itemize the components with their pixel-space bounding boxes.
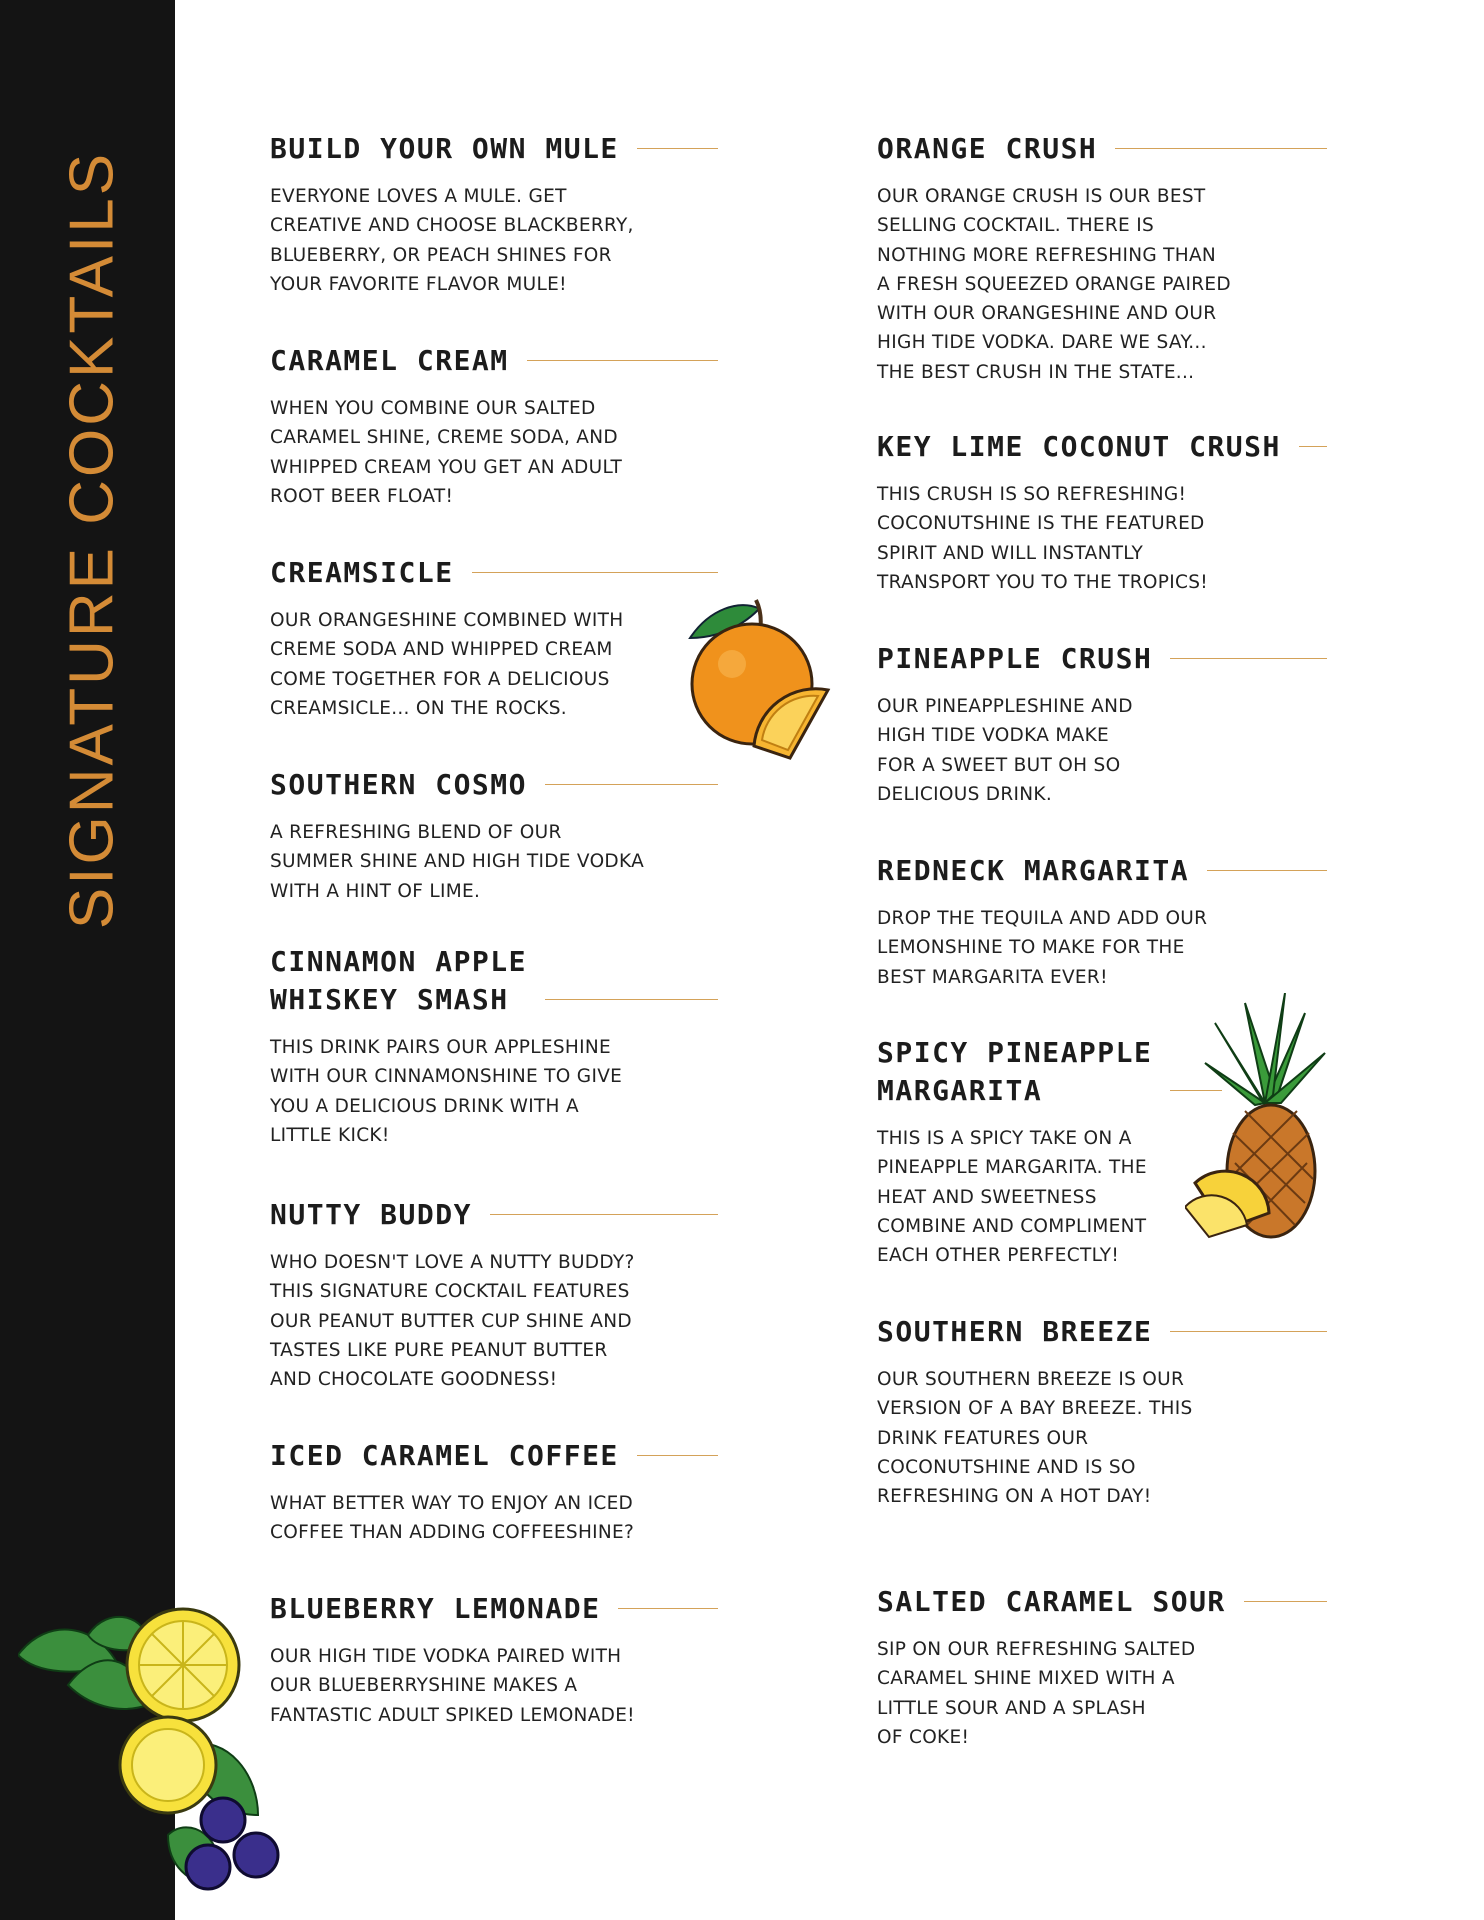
menu-item bbox=[877, 852, 1327, 992]
menu-item bbox=[270, 1590, 718, 1730]
menu-item-title: CREAMSICLE bbox=[270, 556, 454, 589]
menu-item bbox=[877, 1034, 1222, 1270]
menu-item-description: OUR ORANGE CRUSH IS OUR BEST SELLING COCKTAIL. THERE IS NOTHING MORE REFRESHING THAN A FRESH SQUEEZED ORANGE PAIRED WITH OUR ORANGESHINE AND OUR HIGH TIDE VODKA. DARE WE SAY... THE BEST CRUSH IN THE STATE... bbox=[877, 186, 1231, 383]
title-rule bbox=[1170, 1331, 1327, 1332]
menu-item bbox=[270, 1196, 718, 1394]
menu-item-description: THIS IS A SPICY TAKE ON A PINEAPPLE MARGARITA. THE HEAT AND SWEETNESS COMBINE AND COMPLIMENT EACH OTHER PERFECTLY! bbox=[877, 1128, 1147, 1267]
menu-item bbox=[877, 640, 1327, 809]
menu-item-title: REDNECK MARGARITA bbox=[877, 854, 1190, 887]
lemon-blueberry-illustration bbox=[18, 1605, 303, 1905]
title-rule bbox=[1207, 870, 1327, 871]
menu-item-description: OUR ORANGESHINE COMBINED WITH CREME SODA AND WHIPPED CREAM COME TOGETHER FOR A DELICIOUS CREAMSICLE... ON THE ROCKS. bbox=[270, 610, 624, 719]
menu-item bbox=[877, 130, 1327, 387]
pineapple-illustration bbox=[1185, 993, 1335, 1241]
title-rule bbox=[1299, 446, 1327, 447]
title-rule bbox=[527, 360, 718, 361]
menu-item-description: A REFRESHING BLEND OF OUR SUMMER SHINE AND HIGH TIDE VODKA WITH A HINT OF LIME. bbox=[270, 822, 645, 902]
title-rule bbox=[1170, 658, 1327, 659]
menu-item-title: BUILD YOUR OWN MULE bbox=[270, 132, 619, 165]
orange-illustration bbox=[670, 598, 835, 766]
title-rule bbox=[545, 784, 718, 785]
menu-item-description: WHO DOESN'T LOVE A NUTTY BUDDY? THIS SIGNATURE COCKTAIL FEATURES OUR PEANUT BUTTER CUP SHINE AND TASTES LIKE PURE PEANUT BUTTER AND CHOCOLATE GOODNESS! bbox=[270, 1252, 635, 1391]
menu-item-description: THIS CRUSH IS SO REFRESHING! COCONUTSHINE IS THE FEATURED SPIRIT AND WILL INSTANTLY TRANSPORT YOU TO THE TROPICS! bbox=[877, 484, 1208, 593]
page-title: SIGNATURE COCKTAILS bbox=[57, 150, 127, 930]
menu-item bbox=[877, 1583, 1327, 1752]
menu-item-description: WHEN YOU COMBINE OUR SALTED CARAMEL SHINE, CREME SODA, AND WHIPPED CREAM YOU GET AN ADULT ROOT BEER FLOAT! bbox=[270, 398, 623, 507]
menu-item bbox=[270, 943, 718, 1150]
title-rule bbox=[472, 572, 718, 573]
menu-item-title: NUTTY BUDDY bbox=[270, 1198, 472, 1231]
menu-item-description: WHAT BETTER WAY TO ENJOY AN ICED COFFEE THAN ADDING COFFEESHINE? bbox=[270, 1493, 635, 1544]
menu-item bbox=[270, 342, 718, 511]
menu-item-title: PINEAPPLE CRUSH bbox=[877, 642, 1153, 675]
menu-item-title: SOUTHERN COSMO bbox=[270, 768, 528, 801]
title-rule bbox=[1115, 148, 1327, 149]
blueberry bbox=[186, 1845, 230, 1889]
menu-item-description: EVERYONE LOVES A MULE. GET CREATIVE AND CHOOSE BLACKBERRY, BLUEBERRY, OR PEACH SHINES FOR YOUR FAVORITE FLAVOR MULE! bbox=[270, 186, 634, 295]
menu-item-description: THIS DRINK PAIRS OUR APPLESHINE WITH OUR CINNAMONSHINE TO GIVE YOU A DELICIOUS DRINK WITH A LITTLE KICK! bbox=[270, 1037, 623, 1146]
menu-item-title: SPICY PINEAPPLE MARGARITA bbox=[877, 1036, 1153, 1107]
menu-item bbox=[270, 1437, 718, 1548]
menu-item-title: BLUEBERRY LEMONADE bbox=[270, 1592, 601, 1625]
menu-item-title: SOUTHERN BREEZE bbox=[877, 1315, 1153, 1348]
menu-item bbox=[877, 1313, 1327, 1511]
menu-item-title: ORANGE CRUSH bbox=[877, 132, 1098, 165]
menu-item bbox=[270, 130, 718, 299]
menu-item-title: CINNAMON APPLE WHISKEY SMASH bbox=[270, 945, 528, 1016]
menu-item-title: CARAMEL CREAM bbox=[270, 344, 509, 377]
menu-item-title: KEY LIME COCONUT CRUSH bbox=[877, 430, 1281, 463]
menu-item bbox=[877, 428, 1327, 597]
menu-item-description: OUR PINEAPPLESHINE AND HIGH TIDE VODKA MAKE FOR A SWEET BUT OH SO DELICIOUS DRINK. bbox=[877, 696, 1133, 805]
menu-item-title: SALTED CARAMEL SOUR bbox=[877, 1585, 1226, 1618]
menu-item-description: OUR HIGH TIDE VODKA PAIRED WITH OUR BLUEBERRYSHINE MAKES A FANTASTIC ADULT SPIKED LEMONADE! bbox=[270, 1646, 635, 1726]
menu-item-description: SIP ON OUR REFRESHING SALTED CARAMEL SHINE MIXED WITH A LITTLE SOUR AND A SPLASH OF COKE! bbox=[877, 1639, 1196, 1748]
title-rule bbox=[545, 999, 718, 1000]
blueberry bbox=[201, 1798, 245, 1842]
title-rule bbox=[637, 1455, 718, 1456]
title-rule bbox=[637, 148, 718, 149]
title-rule bbox=[1244, 1601, 1327, 1602]
menu-item bbox=[270, 766, 718, 906]
menu-item-description: OUR SOUTHERN BREEZE IS OUR VERSION OF A BAY BREEZE. THIS DRINK FEATURES OUR COCONUTSHINE AND IS SO REFRESHING ON A HOT DAY! bbox=[877, 1369, 1193, 1508]
title-rule bbox=[490, 1214, 718, 1215]
menu-item-description: DROP THE TEQUILA AND ADD OUR LEMONSHINE TO MAKE FOR THE BEST MARGARITA EVER! bbox=[877, 908, 1208, 988]
blueberry bbox=[234, 1833, 278, 1877]
title-rule bbox=[618, 1608, 718, 1609]
menu-item-title: ICED CARAMEL COFFEE bbox=[270, 1439, 619, 1472]
menu-item bbox=[270, 554, 718, 723]
